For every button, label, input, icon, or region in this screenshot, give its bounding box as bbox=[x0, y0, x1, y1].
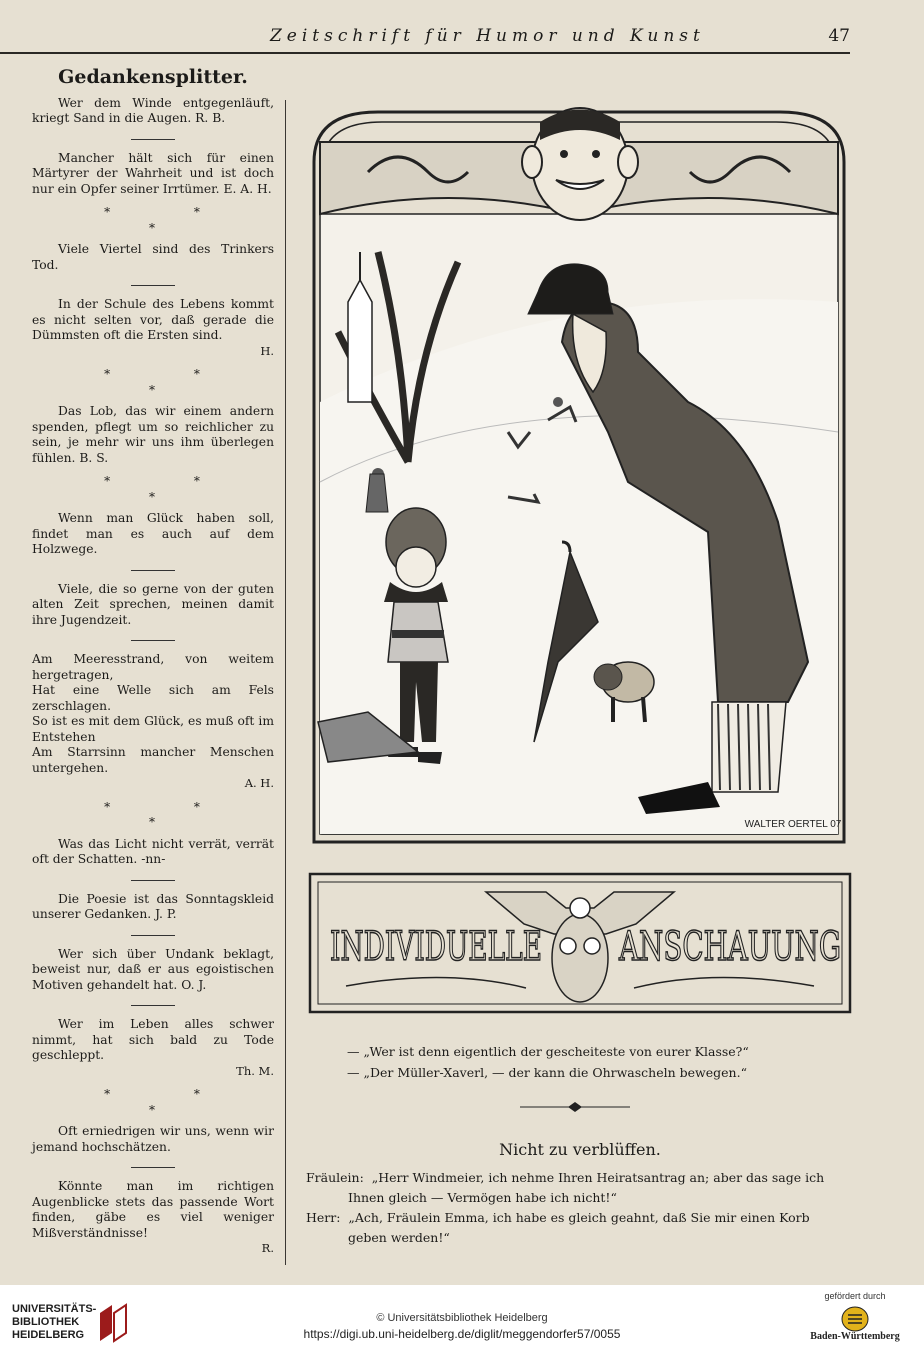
star-divider: * * * bbox=[104, 474, 240, 504]
viewer-footer bbox=[0, 1285, 924, 1352]
state-crest-icon bbox=[840, 1305, 870, 1333]
aphorism: Oft erniedrigen wir uns, wenn wir jemand hochschätzen. bbox=[32, 1124, 274, 1154]
copyright-notice: © Universitätsbibliothek Heidelberg bbox=[376, 1312, 548, 1324]
aphorism: Wer im Leben alles schwer nimmt, hat sich bald zu Tode geschleppt. Th. M. bbox=[32, 1017, 274, 1078]
aphorism-author: O. J. bbox=[181, 977, 207, 992]
aphorism-author: E. A. H. bbox=[223, 181, 272, 196]
aphorism-column bbox=[32, 66, 274, 1257]
separator-rule bbox=[131, 1167, 175, 1168]
source-url[interactable]: https://digi.ub.uni-heidelberg.de/diglit/meggendorfer57/0055 bbox=[303, 1327, 621, 1341]
star-divider: * * * bbox=[104, 799, 240, 829]
aphorism-author: -nn- bbox=[141, 852, 166, 866]
cartoon-illustration bbox=[308, 102, 850, 846]
aphorism-author: R. B. bbox=[195, 111, 226, 125]
aphorism-author: H. bbox=[260, 343, 274, 358]
aphorism: Die Poesie ist das Sonntagskleid unserer Gedanken. J. P. bbox=[32, 891, 274, 921]
column-title: Gedankensplitter. bbox=[58, 66, 248, 88]
speaker-label: Herr: bbox=[306, 1210, 341, 1225]
separator-rule bbox=[131, 139, 175, 140]
aphorism: Was das Licht nicht verrät, verrät oft der Schatten. -nn- bbox=[32, 836, 274, 866]
star-divider: * * * bbox=[104, 1087, 240, 1117]
sponsor-block bbox=[800, 1291, 910, 1342]
aphorism: In der Schule des Lebens kommt es nicht selten vor, daß gerade die Dümmsten oft die Ersten sind. H. bbox=[32, 297, 274, 358]
caption-line: — „Der Müller-Xaverl, — der kann die Ohrwascheln bewegen.“ bbox=[347, 1065, 747, 1080]
story-dialog: Fräulein: „Herr Windmeier, ich nehme Ihren Heiratsantrag an; aber das sage ich Ihnen gleich — Vermögen habe ich nicht!“ Herr: „Ach, Fräulein Emma, ich habe es gleich geahnt, daß Sie mir einen Korb geben werden!“ bbox=[306, 1170, 825, 1245]
caption-line: — „Wer ist denn eigentlich der gescheiteste von eurer Klasse?“ bbox=[347, 1044, 749, 1059]
sponsor-label: gefördert durch bbox=[824, 1291, 886, 1301]
aphorism-author: R. bbox=[261, 1241, 274, 1255]
cartoon-caption bbox=[347, 1041, 817, 1083]
banner-word-right: ANSCHAUUNG bbox=[618, 924, 841, 970]
artist-signature: WALTER OERTEL 07 bbox=[744, 819, 842, 830]
star-divider: * * * bbox=[104, 367, 240, 397]
aphorism: Viele, die so gerne von der guten alten Zeit sprechen, meinen damit ihre Jugendzeit. bbox=[32, 581, 274, 627]
separator-rule bbox=[131, 880, 175, 881]
title-banner bbox=[306, 868, 854, 1018]
sponsor-name: Baden-Württemberg bbox=[810, 1331, 900, 1342]
running-header: Zeitschrift für Humor und Kunst bbox=[270, 26, 705, 46]
aphorism-author: J. P. bbox=[155, 907, 177, 921]
aphorism-author: B. S. bbox=[79, 450, 109, 465]
story-title: Nicht zu verblüffen. bbox=[499, 1140, 661, 1159]
ornament-divider bbox=[520, 1100, 630, 1114]
separator-rule bbox=[131, 935, 175, 936]
separator-rule bbox=[131, 1005, 175, 1006]
aphorism: Viele Viertel sind des Trinkers Tod. bbox=[32, 242, 274, 272]
page-number: 47 bbox=[828, 26, 850, 46]
aphorism-author: A. H. bbox=[244, 776, 274, 790]
column-rule bbox=[285, 100, 286, 1265]
aphorism: Wer sich über Undank beklagt, beweist nur, daß er aus egoistischen Motiven gehandelt hat. O. J. bbox=[32, 946, 274, 992]
separator-rule bbox=[131, 285, 175, 286]
aphorism: Könnte man im richtigen Augenblicke stets das passende Wort finden, gäbe es viel weniger Mißverständnisse! R. bbox=[32, 1179, 274, 1255]
church bbox=[348, 280, 372, 402]
star-divider: * * * bbox=[104, 205, 240, 235]
speaker-label: Fräulein: bbox=[306, 1170, 364, 1185]
separator-rule bbox=[131, 640, 175, 641]
header-rule bbox=[0, 52, 850, 54]
poem: Am Meeresstrand, von weitem hergetragen, Hat eine Welle sich am Fels zerschlagen. So ist es mit dem Glück, es muß oft im Entstehen Am Starrsinn mancher Menschen untergehen. A. H. bbox=[32, 652, 274, 790]
aphorism: Wenn man Glück haben soll, findet man es auch auf dem Holzwege. bbox=[32, 511, 274, 556]
separator-rule bbox=[131, 570, 175, 571]
library-logo-text: UNIVERSITÄTS- BIBLIOTHEK HEIDELBERG bbox=[12, 1303, 97, 1341]
aphorism: Mancher hält sich für einen Märtyrer der Wahrheit und ist doch nur ein Opfer seiner Irrtümer. E. A. H. bbox=[32, 150, 274, 196]
aphorism: Wer dem Winde entgegenläuft, kriegt Sand in die Augen. R. B. bbox=[32, 95, 274, 125]
aphorism-author: Th. M. bbox=[236, 1063, 274, 1078]
donkey-head bbox=[552, 914, 608, 1002]
aphorism: Das Lob, das wir einem andern spenden, pflegt um so reichlicher zu sein, je mehr wir uns ihm überlegen fühlen. B. S. bbox=[32, 404, 274, 465]
banner-word-left: INDIVIDUELLE bbox=[330, 924, 542, 970]
